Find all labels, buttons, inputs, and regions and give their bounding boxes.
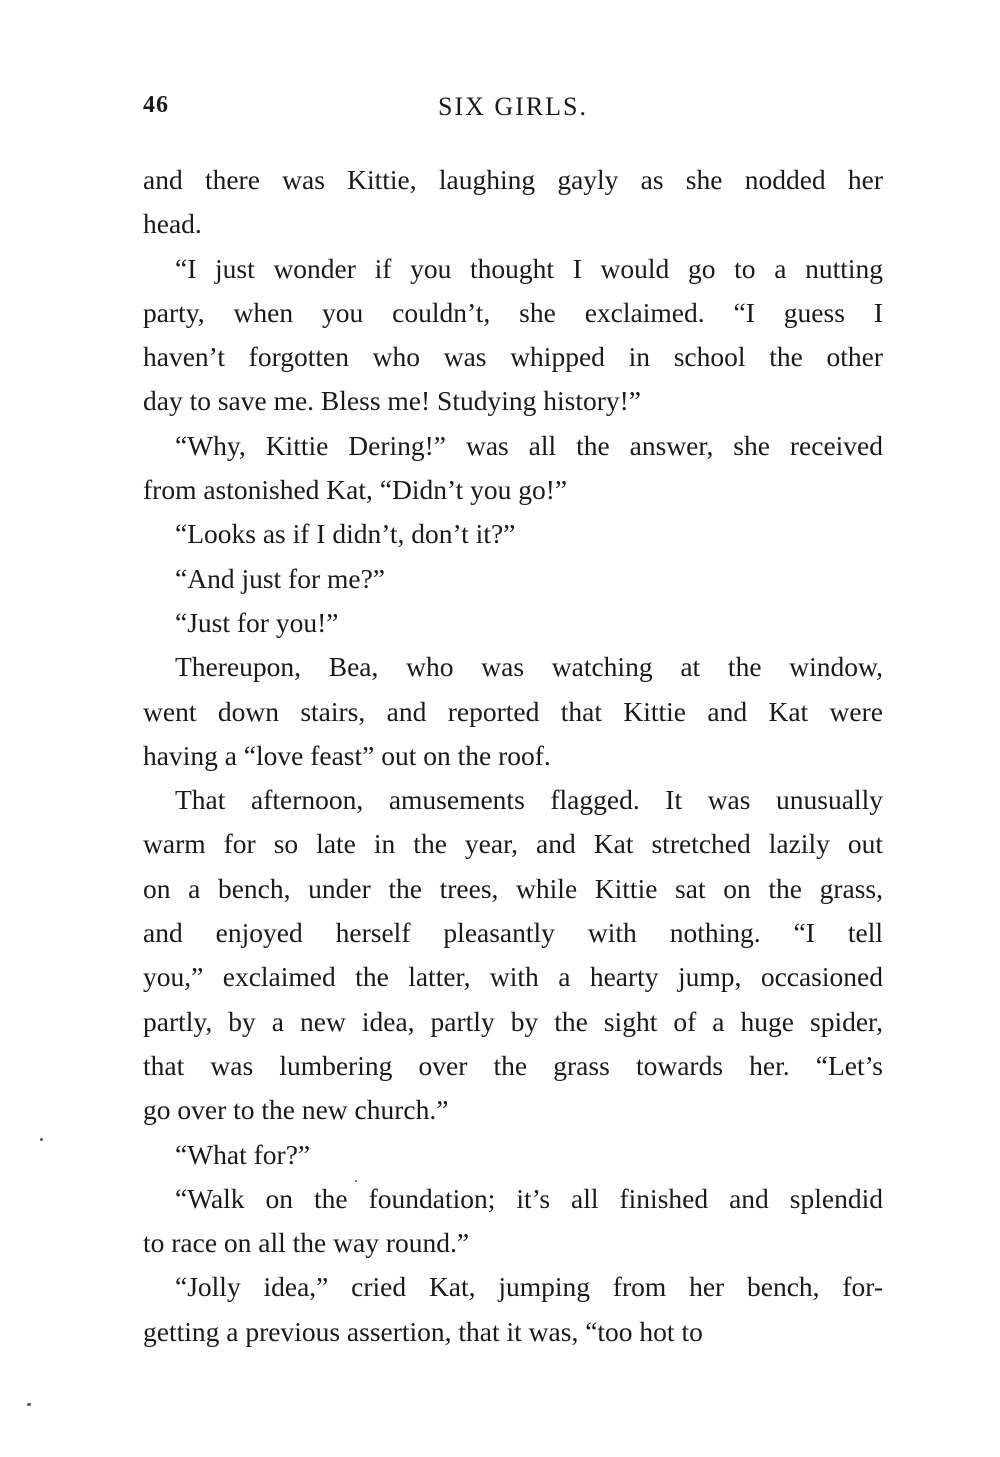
- running-title: SIX GIRLS.: [437, 92, 588, 121]
- text-line: “Walk on the foundation; it’s all finished and splendid: [175, 1182, 883, 1214]
- paragraph: [143, 512, 883, 556]
- text-line: getting a previous assertion, that it was, “too hot to: [143, 1315, 703, 1347]
- text-line: went down stairs, and reported that Kittie and Kat were: [143, 695, 883, 727]
- page-number: 46: [143, 92, 169, 118]
- text-line: party, when you couldn’t, she exclaimed. “I guess I: [143, 296, 883, 328]
- text-line: day to save me. Bless me! Studying history!”: [143, 385, 641, 417]
- text-line: on a bench, under the trees, while Kittie sat on the grass,: [143, 872, 883, 904]
- text-line: “I just wonder if you thought I would go to a nutting: [175, 252, 883, 284]
- text-line: haven’t forgotten who was whipped in school the other: [143, 341, 883, 373]
- text-line: you,” exclaimed the latter, with a hearty jump, occasioned: [143, 961, 883, 993]
- text-line: that was lumbering over the grass towards her. “Let’s: [143, 1049, 883, 1081]
- text-line: and there was Kittie, laughing gayly as she nodded her: [143, 164, 883, 195]
- body-text: [143, 158, 883, 1354]
- text-line: to race on all the way round.”: [143, 1227, 470, 1259]
- text-line: “Why, Kittie Dering!” was all the answer, she received: [175, 429, 883, 461]
- paragraph: [143, 1177, 883, 1266]
- text-line: “And just for me?”: [175, 562, 385, 594]
- text-line: go over to the new church.”: [143, 1094, 449, 1126]
- paragraph: [143, 158, 883, 247]
- paragraph: [143, 1265, 883, 1354]
- paragraph: [143, 645, 883, 778]
- paragraph: [143, 247, 883, 424]
- page-header: [143, 92, 883, 128]
- text-line: “What for?”: [175, 1138, 311, 1170]
- text-line: partly, by a new idea, partly by the sight of a huge spider,: [143, 1005, 883, 1037]
- text-line: “Just for you!”: [175, 606, 339, 638]
- text-line: “Jolly idea,” cried Kat, jumping from her bench, for-: [175, 1271, 883, 1303]
- text-line: warm for so late in the year, and Kat stretched lazily out: [143, 828, 883, 860]
- paragraph: [143, 1133, 883, 1177]
- paragraph: [143, 424, 883, 513]
- paragraph: [143, 601, 883, 645]
- paragraph: [143, 557, 883, 601]
- text-line: Thereupon, Bea, who was watching at the window,: [175, 651, 883, 683]
- text-line: having a “love feast” out on the roof.: [143, 739, 551, 771]
- text-line: “Looks as if I didn’t, don’t it?”: [175, 518, 516, 550]
- text-line: and enjoyed herself pleasantly with nothing. “I tell: [143, 917, 883, 949]
- text-line: from astonished Kat, “Didn’t you go!”: [143, 474, 568, 506]
- paragraph: [143, 778, 883, 1132]
- text-line: That afternoon, amusements flagged. It was unusually: [175, 784, 883, 816]
- text-line: head.: [143, 208, 202, 240]
